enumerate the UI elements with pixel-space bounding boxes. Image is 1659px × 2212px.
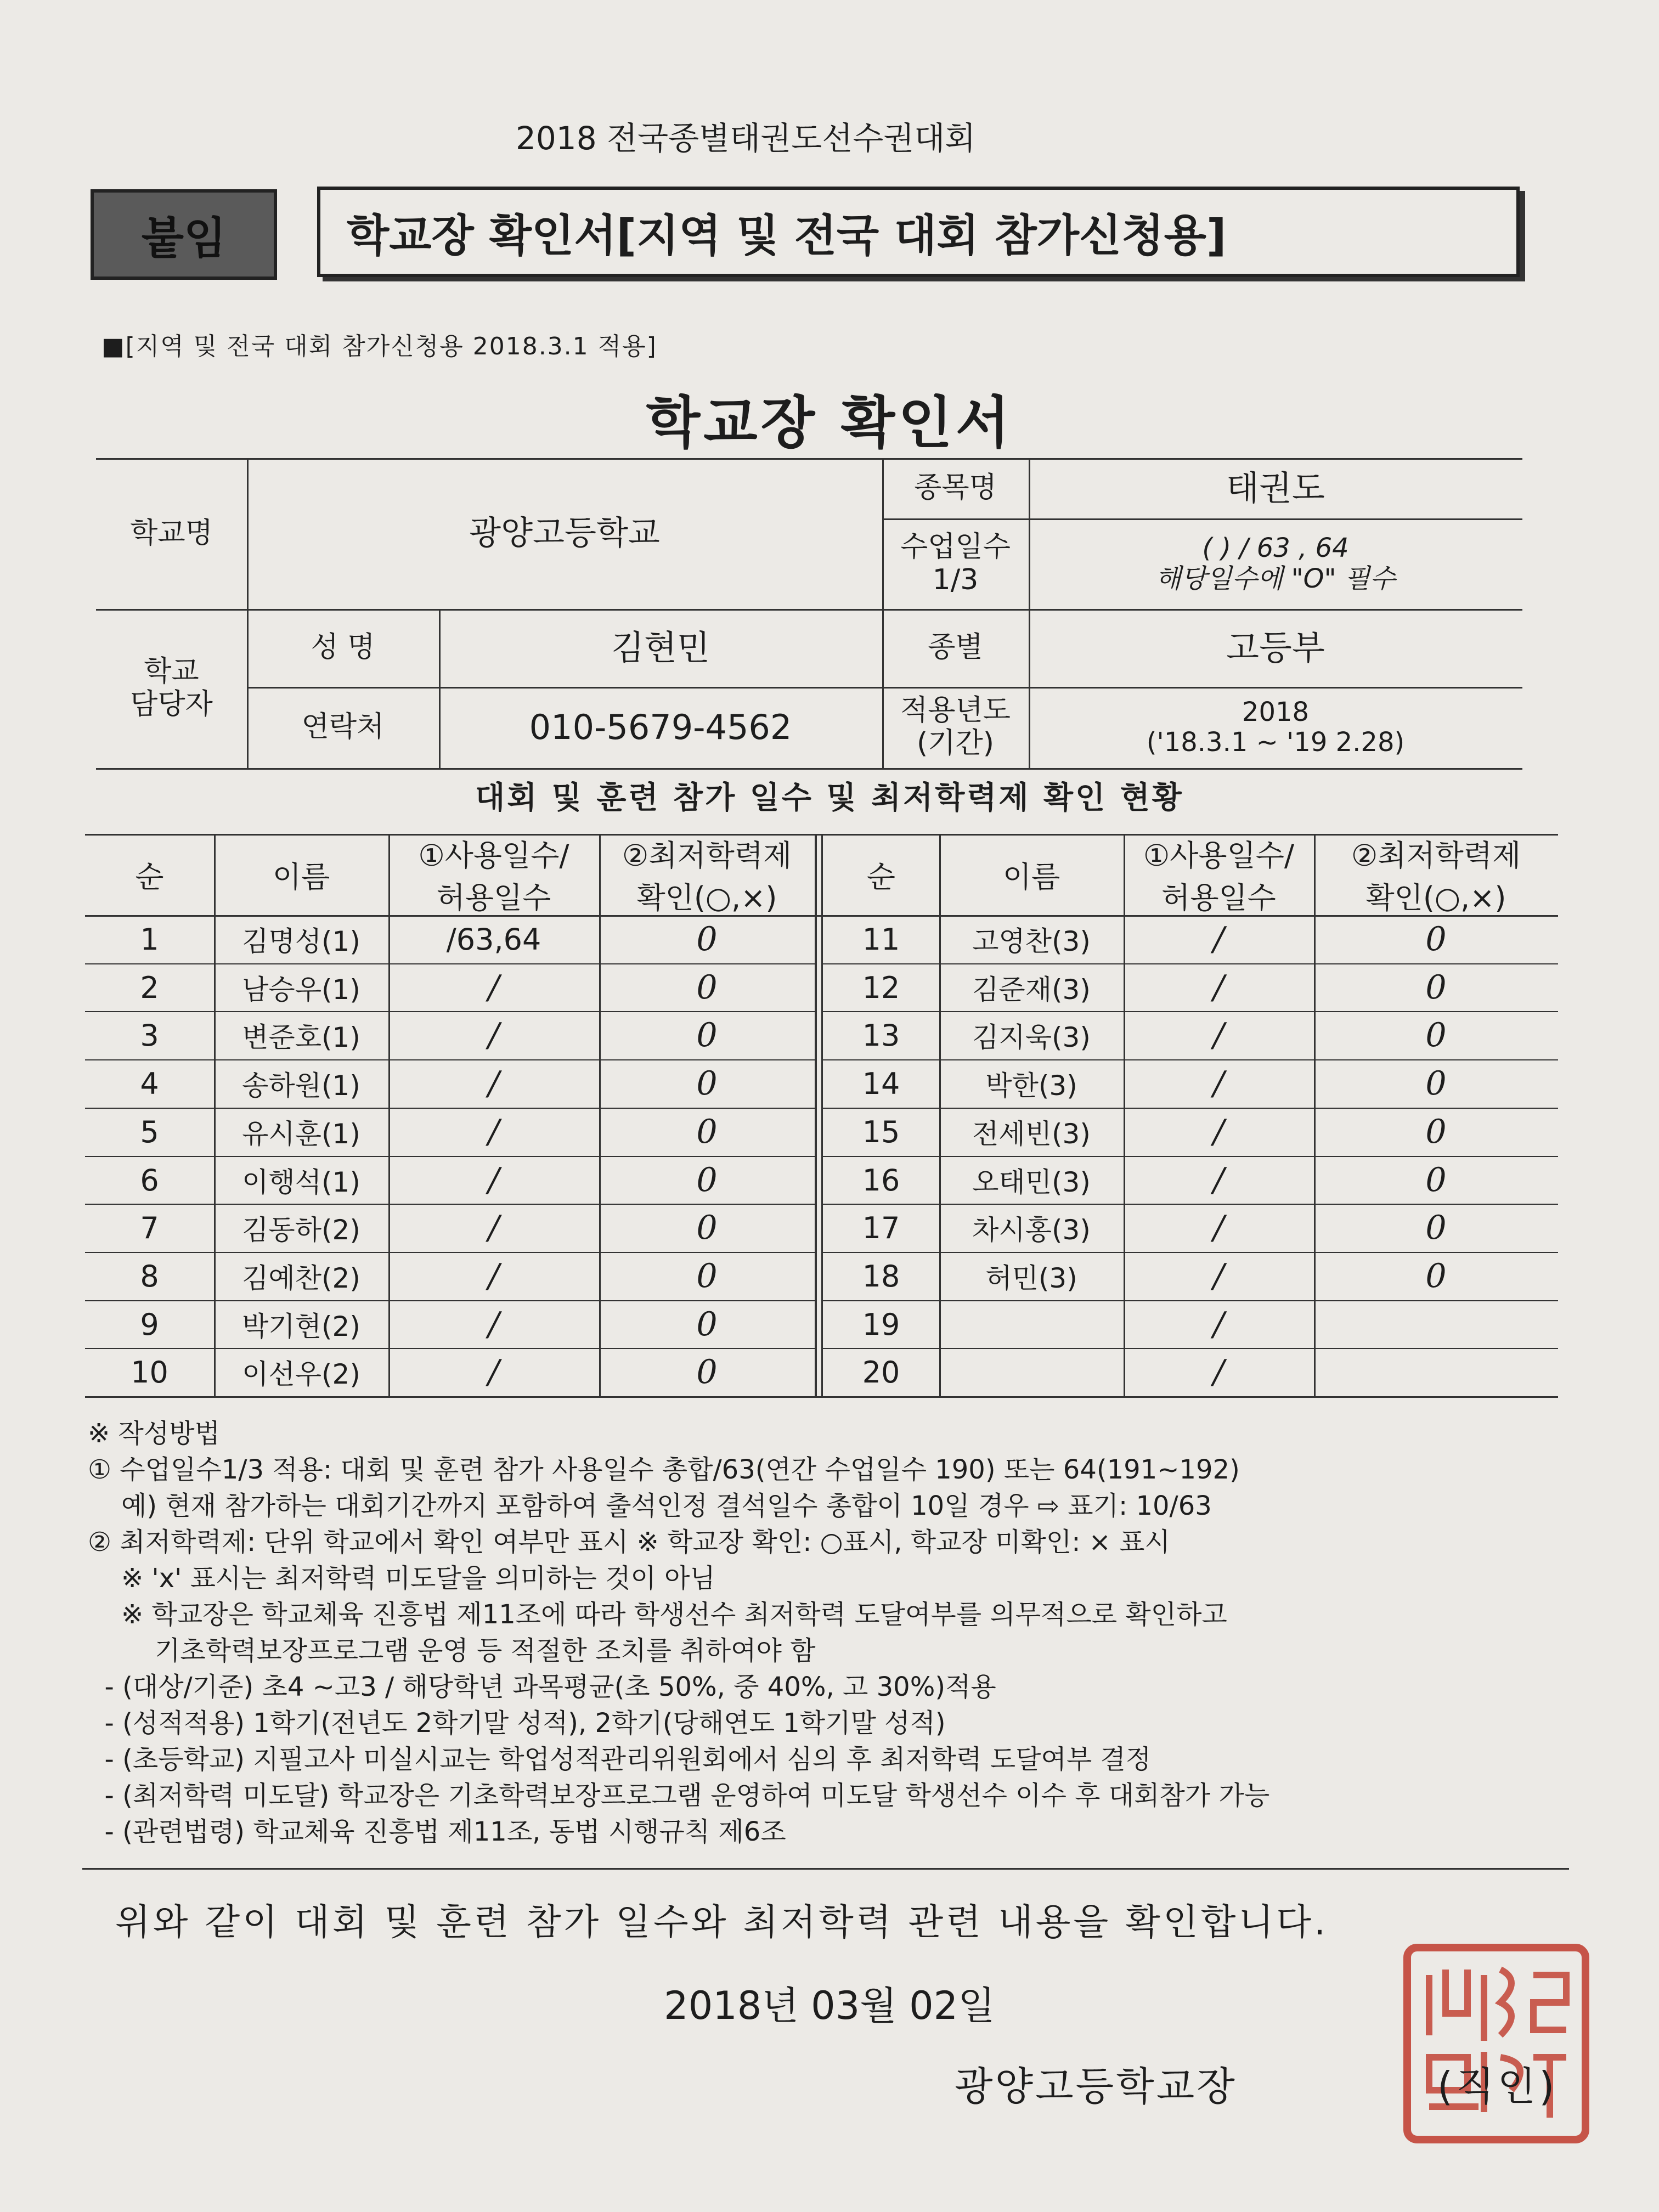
min-academic-check [1314, 1300, 1558, 1348]
issue-date: 2018년 03월 02일 [664, 1983, 995, 2028]
manager-label-line1: 학교 [144, 655, 199, 689]
year-label-line1: 적용년도 [900, 694, 1011, 727]
min-academic-check: 0 [696, 968, 718, 1007]
row-number: 2 [140, 970, 159, 1005]
row-number: 3 [140, 1018, 159, 1053]
row-number: 9 [140, 1307, 159, 1342]
instruction-line: - (최저학력 미도달) 학교장은 기초학력보장프로그램 운영하여 미도달 학생선수 이수 후 대회참가 가능 [88, 1780, 1270, 1811]
principal-name: 광양고등학교장 [955, 2063, 1237, 2109]
player-name: 남승우(1) [242, 974, 360, 1006]
writing-instructions [88, 1415, 1591, 1850]
days-used: / [1213, 1353, 1224, 1391]
sport-label: 종목명 [914, 471, 997, 505]
player-name: 김명성(1) [242, 926, 360, 957]
min-academic-check: 0 [696, 1353, 718, 1391]
instruction-line: ① 수업일수1/3 적용: 대회 및 훈련 참가 사용일수 총합/63(연간 수업일수 190) 또는 64(191~192) [88, 1454, 1240, 1485]
manager-label [96, 609, 247, 768]
header-name-right: 이름 [1002, 859, 1060, 894]
player-name: 허민(3) [985, 1262, 1077, 1294]
days-used: / [1213, 1161, 1224, 1199]
min-academic-check: 0 [1425, 1209, 1447, 1247]
header-check-line1: ②최저학력제 [622, 838, 792, 873]
instruction-line: - (초등학교) 지필고사 미실시교는 학업성적관리위원회에서 심의 후 최저학력 도달여부 결정 [88, 1744, 1152, 1775]
row-number: 4 [140, 1066, 159, 1101]
player-name: 김준재(3) [972, 974, 1091, 1006]
days-used: / [1213, 920, 1224, 958]
days-used: / [1213, 1016, 1224, 1054]
header-check-right [1314, 834, 1558, 915]
header-days-line2: 허용일수 [436, 881, 551, 915]
player-name: 박기현(2) [242, 1311, 360, 1342]
school-label: 학교명 [130, 516, 213, 550]
name-label: 성 명 [311, 631, 375, 664]
min-academic-check: 0 [696, 1064, 718, 1103]
header-name-left: 이름 [272, 859, 330, 894]
player-name: 오태민(3) [972, 1166, 1091, 1198]
class-days-fraction: 1/3 [932, 563, 979, 596]
player-name: 전세빈(3) [972, 1118, 1091, 1150]
instruction-line: - (대상/기준) 초4 ~고3 / 해당학년 과목평균(초 50%, 중 40%, 고 30%)적용 [88, 1672, 996, 1702]
player-name: 변준호(1) [242, 1022, 360, 1053]
year-value: 2018 [1242, 696, 1310, 727]
days-used: / [488, 1113, 500, 1151]
main-title: 학교장 확인서 [646, 391, 1013, 456]
player-name [939, 1348, 1124, 1396]
days-used: / [488, 1209, 500, 1247]
days-used: /63,64 [446, 922, 541, 957]
player-name: 박한(3) [985, 1070, 1077, 1102]
class-days-field [1029, 518, 1522, 609]
row-number: 6 [140, 1163, 159, 1198]
player-name [939, 1300, 1124, 1348]
status-title: 대회 및 훈련 참가 일수 및 최저학력제 확인 현황 [475, 780, 1184, 816]
row-number: 7 [140, 1210, 159, 1245]
instruction-line: ※ 'x' 표시는 최저학력 미도달을 의미하는 것이 아님 [88, 1563, 715, 1594]
manager-label-line2: 담당자 [130, 688, 213, 721]
min-academic-check: 0 [696, 1161, 718, 1199]
row-number: 20 [862, 1355, 900, 1390]
header-check-line2: 확인(○,×) [1365, 881, 1506, 915]
days-used: / [1213, 1064, 1224, 1103]
header-check-left [599, 834, 815, 915]
player-name: 김예찬(2) [242, 1262, 360, 1294]
instruction-line: - (관련법령) 학교체육 진흥법 제11조, 동법 시행규칙 제6조 [88, 1816, 786, 1847]
min-academic-check: 0 [1425, 1016, 1447, 1054]
header-days-line1: ①사용일수/ [418, 838, 569, 873]
days-used: / [488, 1353, 500, 1391]
min-academic-check: 0 [1425, 1113, 1447, 1151]
header-days-line2: 허용일수 [1161, 881, 1276, 915]
row-number: 8 [140, 1259, 159, 1294]
manager-name: 김현민 [611, 628, 710, 668]
year-period: ('18.3.1 ~ '19 2.28) [1146, 727, 1405, 758]
header-days-left [388, 834, 599, 915]
instruction-line: ※ 학교장은 학교체육 진흥법 제11조에 따라 학생선수 최저학력 도달여부를 의무적으로 확인하고 [88, 1599, 1227, 1630]
event-title: 2018 전국종별태권도선수권대회 [516, 120, 976, 157]
class-days-value: ( ) / 63 , 64 [1202, 533, 1349, 564]
instruction-line: 예) 현재 참가하는 대회기간까지 포함하여 출석인정 결석일수 총합이 10일 경우 ⇨ 표기: 10/63 [88, 1491, 1212, 1521]
applied-note: ■[지역 및 전국 대회 참가신청용 2018.3.1 적용] [101, 332, 657, 360]
min-academic-check: 0 [696, 1257, 718, 1295]
row-number: 14 [862, 1066, 900, 1101]
row-number: 18 [862, 1259, 900, 1294]
header-no-left: 순 [135, 859, 164, 894]
player-name: 송하원(1) [242, 1070, 360, 1102]
min-academic-check: 0 [696, 1305, 718, 1344]
row-number: 5 [140, 1114, 159, 1149]
row-number: 10 [131, 1355, 168, 1390]
min-academic-check: 0 [1425, 1161, 1447, 1199]
days-used: / [488, 1016, 500, 1054]
row-number: 16 [862, 1163, 900, 1198]
min-academic-check: 0 [1425, 968, 1447, 1007]
row-number: 11 [862, 922, 900, 957]
year-label [882, 687, 1029, 768]
header-no-right: 순 [866, 859, 896, 894]
days-used: / [488, 968, 500, 1007]
days-used: / [488, 1257, 500, 1295]
days-used: / [1213, 1257, 1224, 1295]
min-academic-check: 0 [696, 1113, 718, 1151]
days-used: / [1213, 1113, 1224, 1151]
class-days-label-text: 수업일수 [900, 530, 1011, 563]
player-name: 이선우(2) [242, 1358, 360, 1390]
school-name: 광양고등학교 [469, 514, 660, 552]
header-check-line1: ②최저학력제 [1351, 838, 1521, 873]
row-number: 17 [862, 1210, 900, 1245]
days-used: / [1213, 1305, 1224, 1344]
attachment-label: 붙임 [141, 213, 227, 264]
player-name: 차시홍(3) [972, 1214, 1091, 1246]
instruction-line: - (성적적용) 1학기(전년도 2학기말 성적), 2학기(당해연도 1학기말 성적) [88, 1708, 946, 1739]
min-academic-check: 0 [1425, 920, 1447, 958]
row-number: 15 [862, 1114, 900, 1149]
player-name: 이행석(1) [242, 1166, 360, 1198]
days-used: / [488, 1064, 500, 1103]
min-academic-check: 0 [696, 920, 718, 958]
days-used: / [1213, 968, 1224, 1007]
row-number: 19 [862, 1307, 900, 1342]
contact-value: 010-5679-4562 [529, 707, 792, 748]
min-academic-check [1314, 1348, 1558, 1396]
row-number: 13 [862, 1018, 900, 1053]
row-number: 12 [862, 970, 900, 1005]
seal-label: (직인) [1437, 2063, 1558, 2109]
class-days-label [882, 518, 1029, 609]
min-academic-check: 0 [696, 1016, 718, 1054]
division-label: 종별 [928, 631, 983, 664]
days-used: / [1213, 1209, 1224, 1247]
header-check-line2: 확인(○,×) [636, 881, 777, 915]
player-name: 김동하(2) [242, 1214, 360, 1246]
instruction-line: 기초학력보장프로그램 운영 등 적절한 조치를 취하여야 함 [88, 1635, 816, 1666]
attachment-badge [91, 189, 277, 280]
days-used: / [488, 1161, 500, 1199]
header-title-box [317, 187, 1520, 277]
division-value: 고등부 [1226, 628, 1325, 668]
days-used: / [488, 1305, 500, 1344]
instruction-line: ※ 작성방법 [88, 1418, 220, 1449]
header-days-line1: ①사용일수/ [1143, 838, 1295, 873]
confirmation-statement: 위와 같이 대회 및 훈련 참가 일수와 최저학력 관련 내용을 확인합니다. [115, 1901, 1328, 1943]
class-days-note: 해당일수에 "O" 필수 [1155, 563, 1396, 594]
min-academic-check: 0 [1425, 1064, 1447, 1103]
official-seal-icon [1396, 1937, 1596, 2151]
contact-label: 연락처 [301, 710, 385, 744]
min-academic-check: 0 [1425, 1257, 1447, 1295]
year-label-line2: (기간) [916, 727, 995, 760]
player-name: 김지욱(3) [972, 1022, 1091, 1053]
header-title: 학교장 확인서[지역 및 전국 대회 참가신청용] [347, 210, 1227, 261]
instruction-line: ② 최저학력제: 단위 학교에서 확인 여부만 표시 ※ 학교장 확인: ○표시, 학교장 미확인: × 표시 [88, 1527, 1170, 1558]
player-name: 유시훈(1) [242, 1118, 360, 1150]
header-days-right [1124, 834, 1314, 915]
player-name: 고영찬(3) [972, 926, 1091, 957]
sport-value: 태권도 [1226, 468, 1325, 509]
min-academic-check: 0 [696, 1209, 718, 1247]
year-value-field [1029, 687, 1522, 768]
row-number: 1 [140, 922, 159, 957]
